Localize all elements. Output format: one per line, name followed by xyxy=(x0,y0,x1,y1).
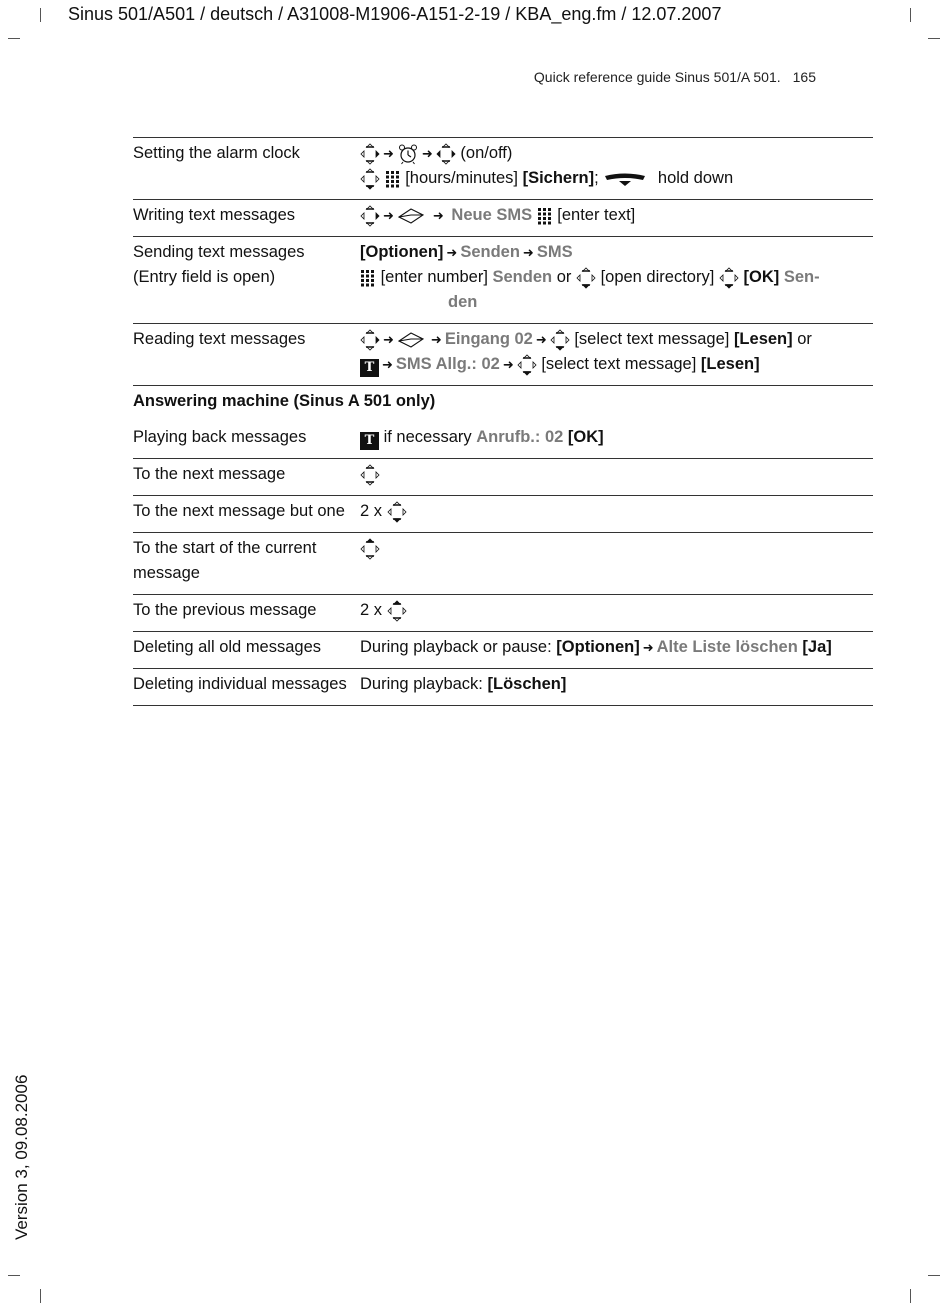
end-call-key-icon xyxy=(603,170,647,188)
arrow-right-icon: ➜ xyxy=(430,332,442,347)
section-row xyxy=(133,386,873,423)
menu-senden-hyphen: Sen- xyxy=(783,268,820,286)
row-instruction xyxy=(360,496,873,533)
arrow-right-icon: ➜ xyxy=(446,245,458,260)
row-label: Reading text messages xyxy=(133,330,306,348)
softkey-ok: [OK] xyxy=(743,268,780,286)
arrow-right-icon: ➜ xyxy=(535,332,547,347)
alarm-clock-icon xyxy=(397,143,419,165)
table-row xyxy=(133,595,873,632)
softkey-loeschen: [Löschen] xyxy=(487,675,567,693)
page-number: 165 xyxy=(792,69,816,85)
quick-reference-table xyxy=(133,137,873,706)
navigation-key-icon xyxy=(387,501,407,523)
row-label xyxy=(133,237,360,324)
crop-mark xyxy=(40,1289,41,1303)
message-envelope-icon xyxy=(397,331,425,349)
menu-alte-liste: Alte Liste löschen xyxy=(656,638,798,656)
table-row xyxy=(133,459,873,496)
arrow-right-icon: ➜ xyxy=(502,357,514,372)
arrow-right-icon: ➜ xyxy=(383,146,394,161)
row-label: Writing text messages xyxy=(133,206,296,224)
open-directory-text: [open directory] xyxy=(600,268,715,286)
table-row xyxy=(133,533,873,595)
softkey-optionen: [Optionen] xyxy=(360,243,444,261)
during-text: During playback: xyxy=(360,675,483,693)
hours-minutes-text: [hours/minutes] xyxy=(405,169,518,187)
row-instruction xyxy=(360,459,873,496)
navigation-key-icon xyxy=(719,267,739,289)
softkey-ja: [Ja] xyxy=(802,638,832,656)
row-label: Playing back messages xyxy=(133,428,307,446)
softkey-sichern: [Sichern] xyxy=(522,169,595,187)
softkey-lesen: [Lesen] xyxy=(733,330,793,348)
table-row xyxy=(133,237,873,324)
arrow-right-icon: ➜ xyxy=(421,146,433,161)
navigation-key-icon xyxy=(576,267,596,289)
row-instruction xyxy=(360,595,873,632)
arrow-right-icon: ➜ xyxy=(642,640,654,655)
row-instruction xyxy=(360,533,873,595)
row-instruction xyxy=(360,422,873,459)
t-key-icon: T xyxy=(360,359,379,377)
crop-mark xyxy=(910,1289,911,1303)
crop-mark xyxy=(910,8,911,22)
on-off-text: (on/off) xyxy=(460,144,513,162)
crop-mark xyxy=(928,1275,940,1276)
row-instruction xyxy=(360,632,873,669)
message-envelope-icon xyxy=(397,207,425,225)
table-row xyxy=(133,200,873,237)
table-row xyxy=(133,324,873,386)
arrow-right-icon: ➜ xyxy=(522,245,534,260)
arrow-right-icon: ➜ xyxy=(383,208,394,223)
table-row xyxy=(133,422,873,459)
navigation-key-icon xyxy=(517,354,537,376)
row-instruction xyxy=(360,237,873,324)
arrow-right-icon: ➜ xyxy=(383,332,394,347)
crop-mark xyxy=(928,38,940,39)
crop-mark xyxy=(8,38,20,39)
row-instruction xyxy=(360,138,873,200)
row-label: Deleting all old messages xyxy=(133,638,322,656)
menu-neue-sms: Neue SMS xyxy=(451,206,533,224)
row-label: Setting the alarm clock xyxy=(133,144,300,162)
menu-sms: SMS xyxy=(536,243,573,261)
row-label: Deleting individual messages xyxy=(133,675,347,693)
table-row xyxy=(133,632,873,669)
navigation-key-icon xyxy=(360,168,380,190)
navigation-key-icon xyxy=(387,600,407,622)
row-label-line: Sending text messages xyxy=(133,243,305,261)
navigation-key-icon xyxy=(360,464,380,486)
navigation-key-icon xyxy=(436,143,456,165)
navigation-key-icon xyxy=(550,329,570,351)
row-instruction xyxy=(360,200,873,237)
menu-senden-rest: den xyxy=(448,293,478,311)
navigation-key-icon xyxy=(360,143,380,165)
times-text: 2 x xyxy=(360,601,383,619)
navigation-key-icon xyxy=(360,205,380,227)
softkey-optionen: [Optionen] xyxy=(556,638,640,656)
row-label: To the next message but one xyxy=(133,502,345,520)
version-label: Version 3, 09.08.2006 xyxy=(12,1074,31,1240)
navigation-key-icon xyxy=(360,538,380,560)
menu-sms-allg: SMS Allg.: 02 xyxy=(395,355,500,373)
softkey-ok: [OK] xyxy=(567,428,604,446)
arrow-right-icon: ➜ xyxy=(432,208,444,223)
t-key-icon: T xyxy=(360,432,379,450)
select-message-text: [select text message] xyxy=(541,355,697,373)
file-info-header: Sinus 501/A501 / deutsch / A31008-M1906-A151-2-19 / KBA_eng.fm / 12.07.2007 xyxy=(68,4,722,24)
table-row xyxy=(133,138,873,200)
menu-eingang: Eingang 02 xyxy=(444,330,533,348)
arrow-right-icon: ➜ xyxy=(382,357,393,372)
section-title: Answering machine (Sinus A 501 only) xyxy=(133,392,436,410)
if-necessary-text: if necessary xyxy=(383,428,472,446)
keypad-icon xyxy=(537,207,553,225)
menu-senden: Senden xyxy=(460,243,520,261)
enter-number-text: [enter number] xyxy=(380,268,488,286)
keypad-icon xyxy=(385,170,401,188)
row-label: To the previous message xyxy=(133,601,317,619)
crop-mark xyxy=(40,8,41,22)
row-instruction xyxy=(360,324,873,386)
row-label-line: (Entry field is open) xyxy=(133,268,276,286)
hold-down-text: hold down xyxy=(657,169,734,187)
or-text: or xyxy=(556,268,572,286)
softkey-lesen: [Lesen] xyxy=(700,355,760,373)
navigation-key-icon xyxy=(360,329,380,351)
times-text: 2 x xyxy=(360,502,383,520)
row-instruction xyxy=(360,669,873,706)
separator-text: ; xyxy=(594,169,599,187)
menu-anrufb: Anrufb.: 02 xyxy=(476,428,564,446)
crop-mark xyxy=(8,1275,20,1276)
guide-title: Quick reference guide Sinus 501/A 501. xyxy=(533,69,781,85)
menu-senden: Senden xyxy=(492,268,553,286)
table-row xyxy=(133,669,873,706)
select-message-text: [select text message] xyxy=(574,330,730,348)
table-row xyxy=(133,496,873,533)
during-text: During playback or pause: xyxy=(360,638,552,656)
page-reference xyxy=(534,69,816,85)
row-label: To the next message xyxy=(133,465,286,483)
or-text: or xyxy=(797,330,812,348)
enter-text-text: [enter text] xyxy=(557,206,636,224)
keypad-icon xyxy=(360,269,376,287)
row-label: To the start of the current message xyxy=(133,539,317,582)
